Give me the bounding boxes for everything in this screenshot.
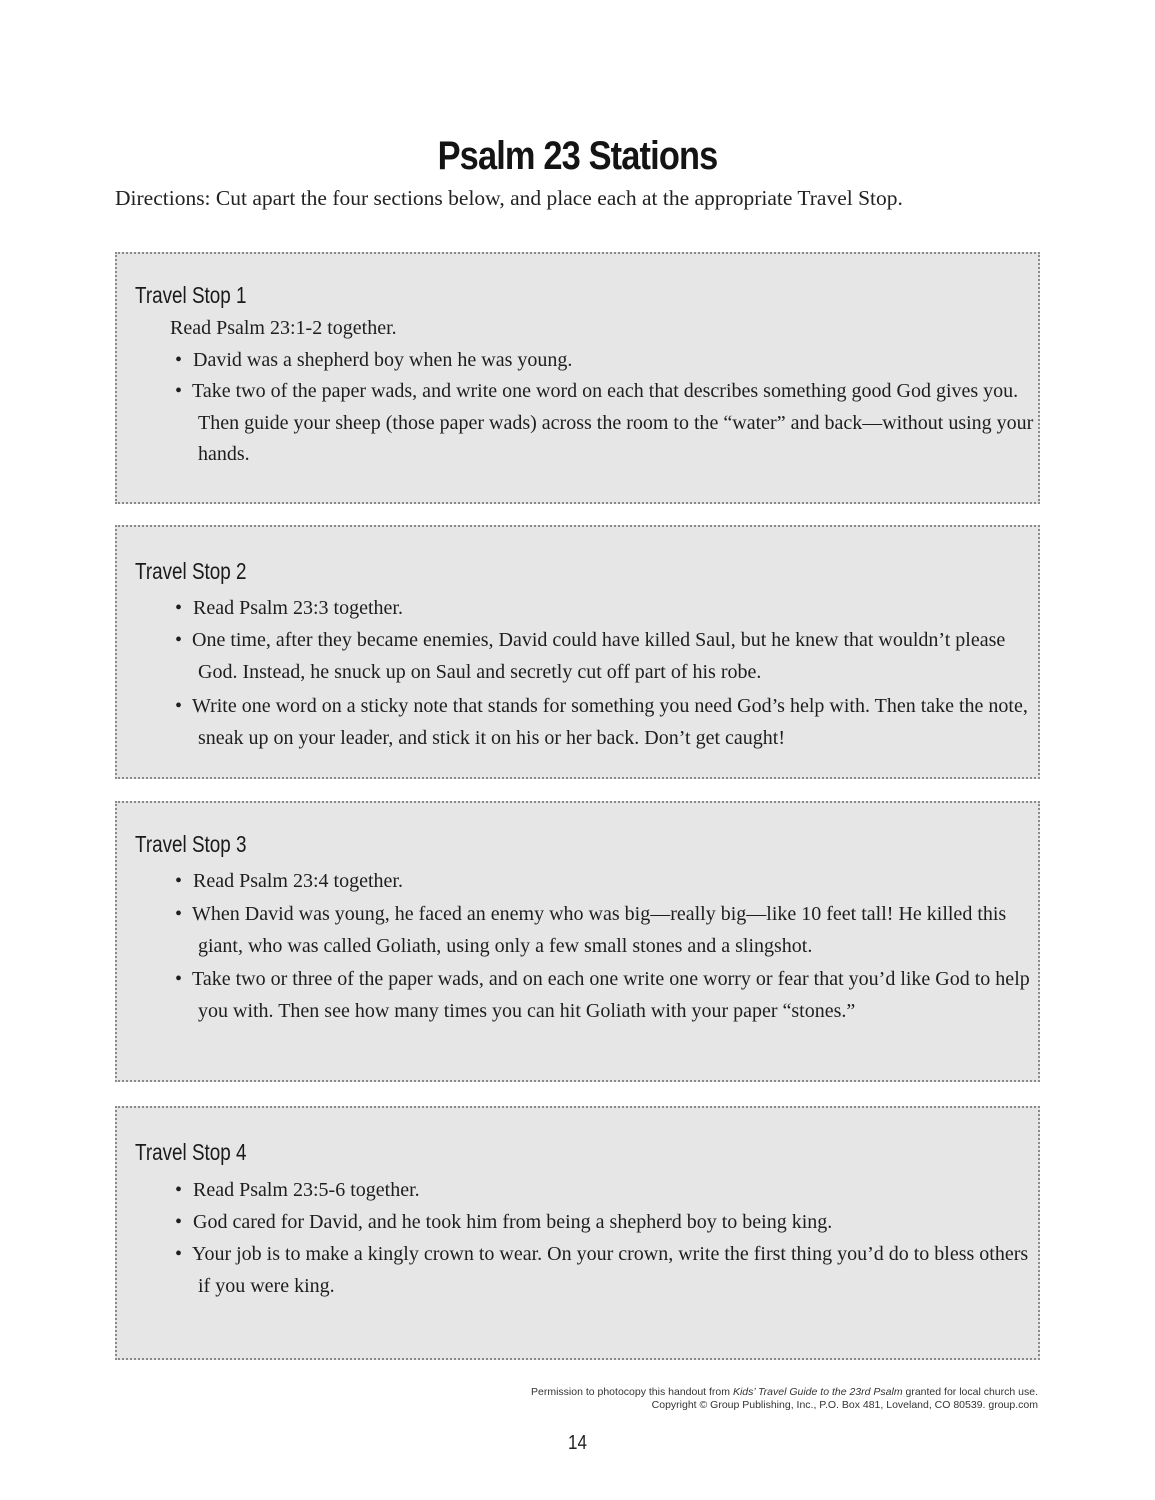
list-item-text: Read Psalm 23:3 together. [193,597,403,619]
list-item [175,964,1035,1027]
list-item-text: When David was young, he faced an enemy who was big—really big—like 10 feet tall! He killed this giant, who was called Goliath, using only a few small stones and a slingshot. [192,903,1007,957]
station-heading: Travel Stop 4 [135,1139,247,1165]
list-item [175,899,1035,962]
list-item-text: Your job is to make a kingly crown to wear. On your crown, write the first thing you’d do to bless others if you were king. [192,1243,1029,1297]
permission-footer [531,1386,1038,1412]
travel-stop-2-card [115,525,1040,779]
copyright-line: Copyright © Group Publishing, Inc., P.O. Box 481, Loveland, CO 80539. group.com [651,1399,1038,1411]
list-item-text: Write one word on a sticky note that stands for something you need God’s help with. Then take the note, sneak up on your leader, and stick it on his or her back. Don’t get caught! [192,695,1028,749]
permission-line [531,1386,1038,1399]
permission-text-end: granted for local church use. [902,1386,1038,1398]
list-item-text: Take two of the paper wads, and write one word on each that describes something good God gives you. Then guide your sheep (those paper wads) across the room to the “water” and back—without using your hands. [192,380,1034,465]
list-item-text: One time, after they became enemies, David could have killed Saul, but he knew that wouldn’t please God. Instead, he snuck up on Saul and secretly cut off part of his robe. [192,629,1006,683]
list-item-text: God cared for David, and he took him from being a shepherd boy to being king. [193,1211,833,1233]
travel-stop-1-card [115,252,1040,504]
list-item-text: Take two or three of the paper wads, and on each one write one worry or fear that you’d like God to help you with. Then see how many times you can hit Goliath with your paper “stones.” [192,968,1030,1022]
permission-text: Permission to photocopy this handout from [530,1386,733,1398]
bullet-icon: • [175,870,183,892]
list-item [175,1207,1035,1239]
bullet-icon: • [175,1211,183,1233]
list-item-text: Read Psalm 23:5-6 together. [193,1179,420,1201]
travel-stop-4-card [115,1106,1040,1360]
list-item [175,1175,1035,1207]
book-title: Kids’ Travel Guide to the 23rd Psalm [732,1386,903,1398]
page-number: 14 [568,1432,587,1454]
bullet-icon: • [175,903,183,925]
bullet-icon: • [175,597,183,619]
bullet-icon: • [175,1243,183,1265]
list-item [175,625,1035,688]
bullet-icon: • [175,968,183,990]
page-title: Psalm 23 Stations [437,134,718,178]
station-heading: Travel Stop 2 [135,558,247,584]
list-item [175,593,1035,625]
list-item [175,866,1035,898]
station-intro: Read Psalm 23:1-2 together. [170,317,397,339]
bullet-icon: • [175,695,183,717]
travel-stop-3-card [115,801,1040,1082]
station-heading: Travel Stop 3 [135,831,247,857]
list-item [175,1239,1035,1302]
bullet-icon: • [175,1179,183,1201]
bullet-icon: • [175,629,183,651]
bullet-icon: • [175,380,183,402]
list-item-text: Read Psalm 23:4 together. [193,870,403,892]
list-item-text: David was a shepherd boy when he was young. [193,349,573,371]
bullet-icon: • [175,349,183,371]
list-item [175,691,1035,754]
station-heading: Travel Stop 1 [135,282,247,308]
directions-text: Directions: Cut apart the four sections below, and place each at the appropriate Travel Stop. [115,186,903,210]
list-item [175,345,1035,377]
list-item [175,376,1035,471]
